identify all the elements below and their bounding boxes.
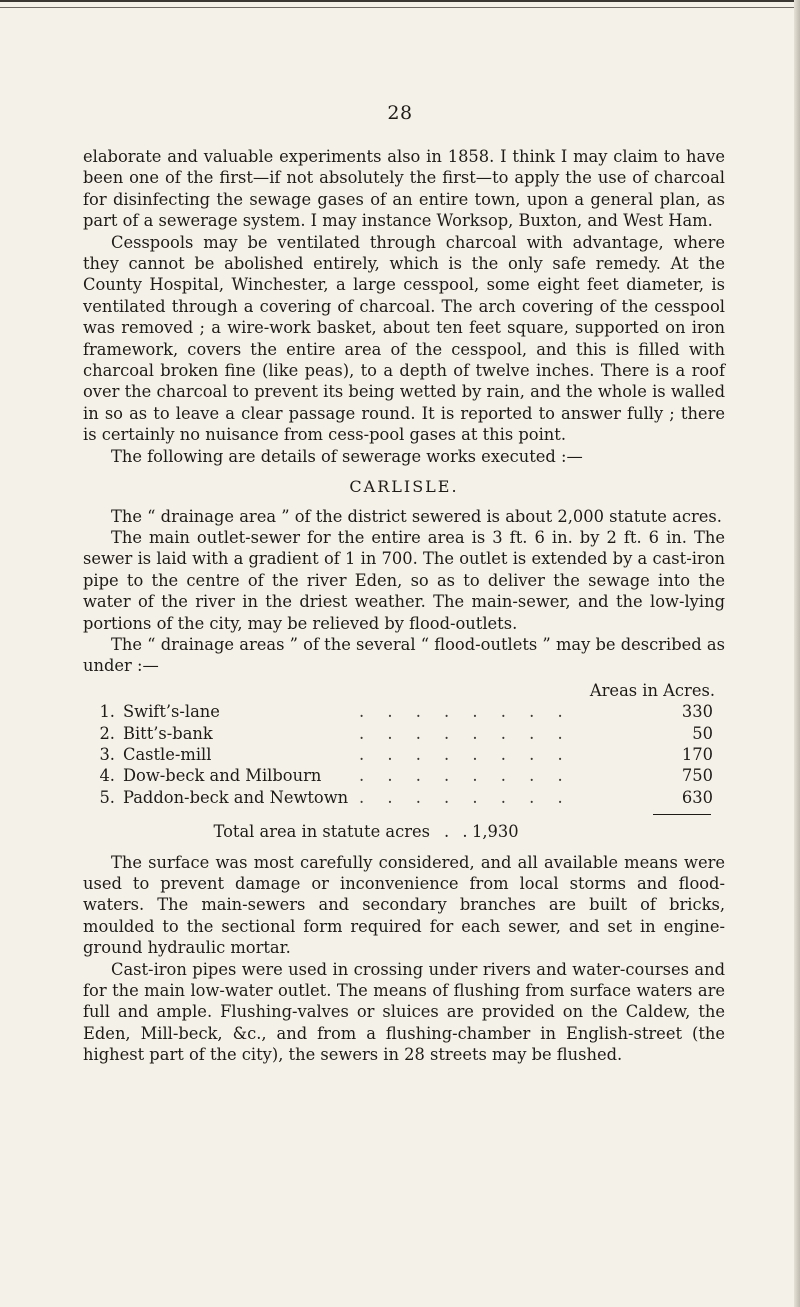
row-place: Castle-mill bbox=[123, 744, 212, 764]
table-row bbox=[83, 723, 725, 744]
row-leaders: . . . . . . . . bbox=[359, 766, 572, 786]
areas-table bbox=[83, 680, 725, 843]
total-leaders: . . bbox=[444, 822, 472, 842]
row-leaders: . . . . . . . . bbox=[359, 744, 572, 764]
paragraph-main-outlet: The main outlet-sewer for the entire area is 3 ft. 6 in. by 2 ft. 6 in. The sewer is laid with a gradient of 1 in 700. The outlet is extended by a cast-iron pipe to the centre of the river Eden, so as to deliver the sewage into the water of the river in the driest weather. The main-sewer, and the low-lying portions of the city, may be relieved by flood-outlets. bbox=[83, 527, 725, 633]
total-row bbox=[83, 821, 725, 842]
paragraph-experiments: elaborate and valuable experiments also in 1858. I think I may claim to have been one of the first—if not absolutely the first—to apply the use of charcoal for disinfecting the sewage gases of an entire town, upon a general plan, as part of a sewerage system. I may instance Worksop, Buxton, and West Ham. bbox=[83, 147, 725, 231]
row-value: 330 bbox=[681, 702, 713, 722]
paragraph-drainage-area: The “ drainage area ” of the district sewered is about 2,000 statute acres. bbox=[111, 506, 722, 526]
paragraph-surface: The surface was most carefully considered, and all available means were used to prevent damage or inconvenience from local storms and flood-waters. The main-sewers and secondary branches are built of bricks, moulded to the sectional form required for each sewer, and set in engine-ground hydraulic mortar. bbox=[83, 852, 725, 958]
row-value: 50 bbox=[692, 723, 713, 743]
row-place: Swift’s-lane bbox=[123, 702, 220, 722]
row-leaders: . . . . . . . . bbox=[359, 723, 572, 743]
row-number: 2. bbox=[99, 723, 115, 743]
section-heading: CARLISLE. bbox=[349, 477, 459, 497]
top-border-rule bbox=[0, 0, 800, 8]
row-value: 750 bbox=[681, 766, 713, 786]
row-number: 1. bbox=[99, 702, 115, 722]
row-value: 170 bbox=[681, 744, 713, 764]
row-value: 630 bbox=[681, 787, 713, 807]
page-edge bbox=[794, 0, 800, 1307]
row-number: 5. bbox=[99, 787, 115, 807]
paragraph-cesspools: Cesspools may be ventilated through charcoal with advantage, where they cannot be abolished entirely, which is the only safe remedy. At the County Hospital, Winchester, a large cesspool, some eight feet diameter, is ventilated through a covering of charcoal. The arch covering of the cesspool was removed ; a wire-work basket, about ten feet square, supported on iron framework, covers the entire area of the cesspool, and this is filled with charcoal broken fine (like peas), to a depth of twelve inches. There is a roof over the charcoal to prevent its being wetted by rain, and the whole is walled in so as to leave a clear passage round. It is reported to answer fully ; there is certainly no nuisance from cess-pool gases at this point. bbox=[83, 232, 725, 445]
row-place: Bitt’s-bank bbox=[123, 723, 213, 743]
paragraph-flood-outlets: The “ drainage areas ” of the several “ flood-outlets ” may be described as under :— bbox=[83, 634, 725, 676]
areas-table-header: Areas in Acres. bbox=[589, 680, 715, 700]
page-body bbox=[83, 146, 725, 1066]
paragraph-following: The following are details of sewerage works executed :— bbox=[111, 446, 583, 466]
total-label: Total area in statute acres bbox=[213, 822, 430, 842]
row-place: Paddon-beck and Newtown bbox=[123, 787, 349, 807]
paragraph-cast-iron: Cast-iron pipes were used in crossing under rivers and water-courses and for the main low-water outlet. The means of flushing from surface waters are full and ample. Flushing-valves or sluices are provided on the Caldew, the Eden, Mill-beck, &c., and from a flushing-chamber in English-street (the highest part of the city), the sewers in 28 streets may be flushed. bbox=[83, 959, 725, 1065]
total-value: 1,930 bbox=[472, 822, 519, 842]
row-number: 3. bbox=[99, 744, 115, 764]
row-place: Dow-beck and Milbourn bbox=[123, 766, 322, 786]
table-row bbox=[83, 765, 725, 786]
row-leaders: . . . . . . . . bbox=[359, 702, 572, 722]
row-number: 4. bbox=[99, 766, 115, 786]
page-number: 28 bbox=[387, 102, 413, 124]
sum-rule bbox=[653, 814, 711, 815]
table-row bbox=[83, 744, 725, 765]
table-row bbox=[83, 787, 725, 808]
table-row bbox=[83, 701, 725, 722]
row-leaders: . . . . . . . . bbox=[359, 787, 572, 807]
